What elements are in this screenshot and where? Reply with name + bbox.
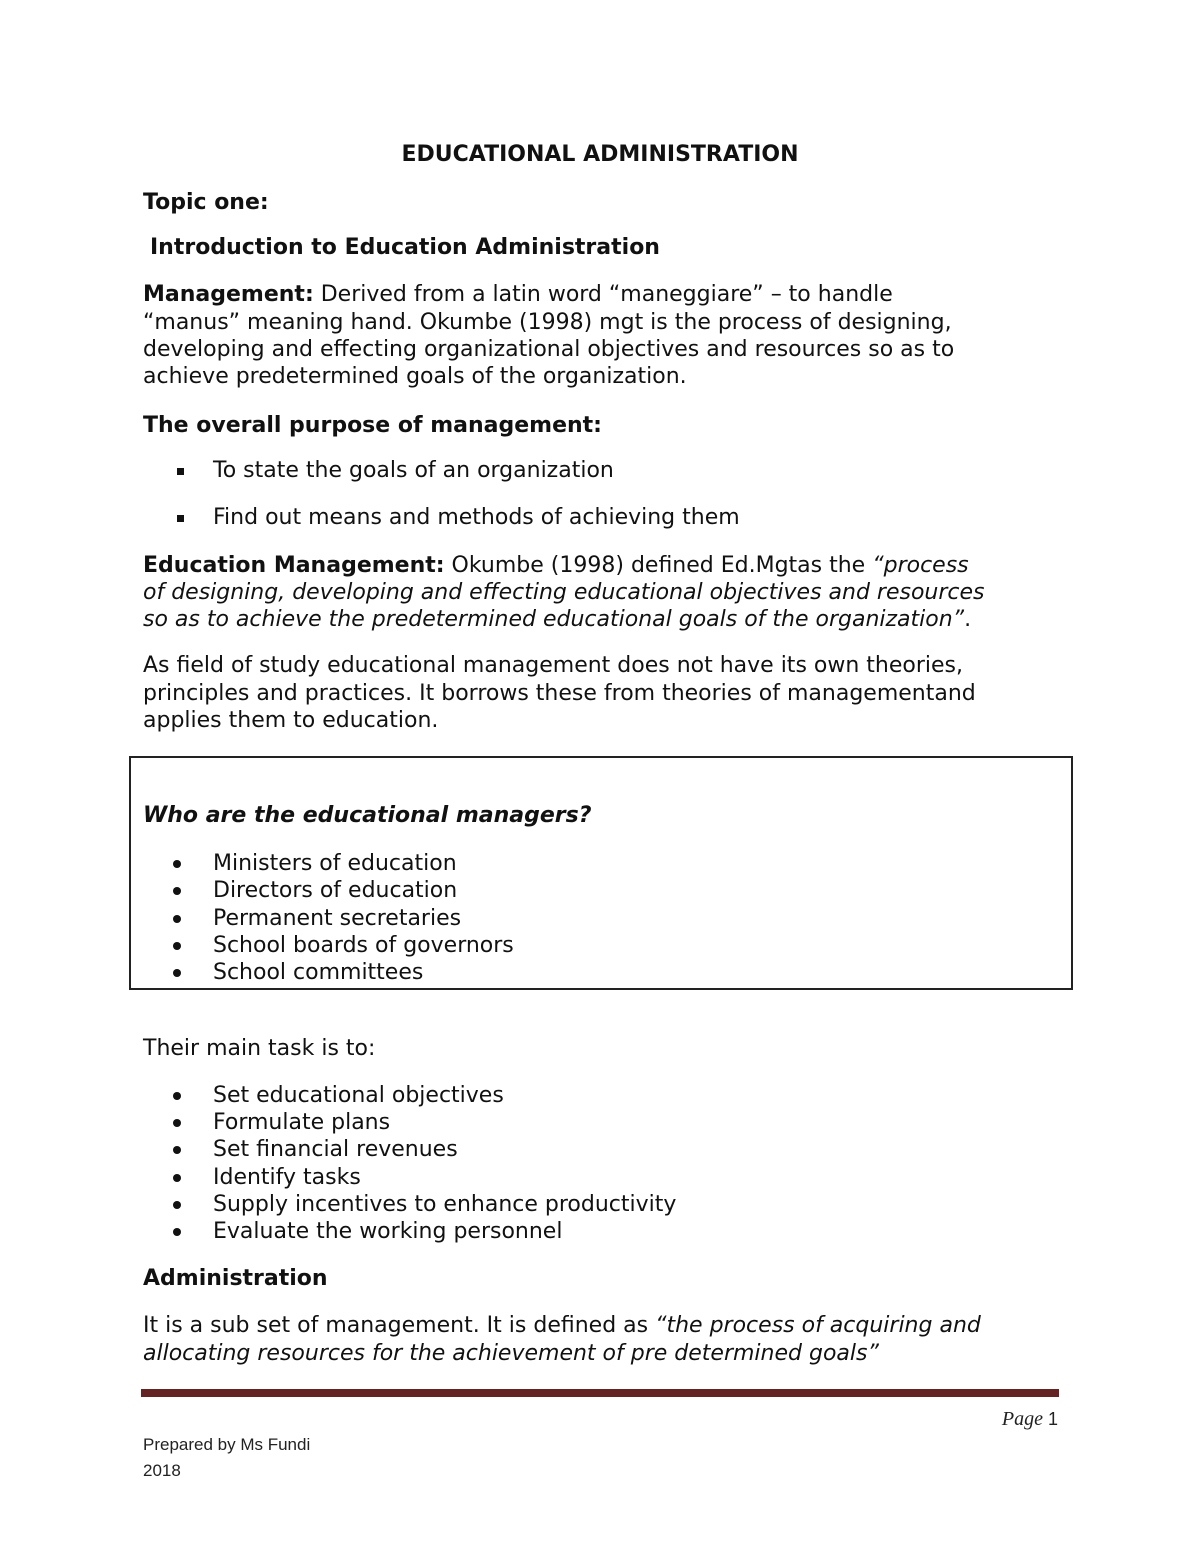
item-text: School committees — [213, 960, 424, 986]
footer-divider — [141, 1389, 1059, 1397]
item-text: Formulate plans — [213, 1110, 391, 1136]
bullet-icon — [173, 1146, 181, 1154]
management-line: “manus” meaning hand. Okumbe (1998) mgt is the process of designing, — [143, 310, 952, 335]
management-line — [143, 282, 893, 308]
ed-mgmt-line — [143, 553, 969, 579]
bullet-icon — [173, 887, 181, 895]
administration-line: allocating resources for the achievement of pre determined goals” — [143, 1341, 879, 1366]
list-item — [173, 1191, 677, 1218]
list-item — [173, 932, 514, 959]
list-item — [173, 878, 458, 904]
footer-prepared: Prepared by Ms Fundi — [143, 1435, 311, 1454]
text: . — [964, 607, 972, 632]
bullet-icon — [173, 1119, 181, 1127]
ed-mgmt-label: Education Management: — [143, 553, 445, 578]
purpose-heading: The overall purpose of management: — [143, 413, 602, 438]
square-bullet-icon — [177, 515, 184, 522]
square-bullet-icon — [177, 468, 184, 475]
list-item — [173, 1137, 458, 1163]
text: “the process of acquiring and — [655, 1313, 981, 1338]
list-item — [173, 505, 740, 531]
item-text: Find out means and methods of achieving them — [213, 505, 740, 530]
bullet-icon — [173, 969, 181, 977]
bullet-icon — [173, 1092, 181, 1100]
list-item — [173, 1219, 563, 1245]
item-text: Set educational objectives — [213, 1083, 504, 1108]
bullet-icon — [173, 1228, 181, 1236]
text: Okumbe (1998) defined Ed.Mgtas the — [444, 553, 873, 578]
item-text: Supply incentives to enhance productivity — [213, 1191, 677, 1217]
management-line: achieve predetermined goals of the organization. — [143, 364, 687, 389]
bullet-icon — [173, 1174, 181, 1182]
field-line: applies them to education. — [143, 708, 439, 733]
item-text: Identify tasks — [213, 1164, 361, 1190]
intro-heading: Introduction to Education Administration — [150, 235, 660, 260]
page-num: 1 — [1047, 1409, 1058, 1429]
management-line: developing and effecting organizational objectives and resources so as to — [143, 337, 955, 362]
bullet-icon — [173, 942, 181, 950]
list-item — [173, 851, 457, 877]
tasks-intro: Their main task is to: — [143, 1036, 376, 1061]
list-item — [173, 1083, 504, 1109]
item-text: School boards of governors — [213, 932, 514, 958]
ed-mgmt-line — [143, 607, 971, 633]
list-item — [173, 905, 462, 932]
ed-mgmt-line: of designing, developing and effecting educational objectives and resources — [143, 580, 985, 605]
topic-heading: Topic one: — [143, 190, 269, 215]
item-text: Set financial revenues — [213, 1137, 458, 1163]
bullet-icon — [173, 915, 181, 923]
footer-year: 2018 — [143, 1461, 181, 1480]
field-line: principles and practices. It borrows these from theories of managementand — [143, 681, 976, 706]
text: so as to achieve the predetermined educational goals of the organization” — [143, 607, 965, 632]
list-item — [173, 960, 424, 986]
administration-heading: Administration — [143, 1266, 328, 1291]
administration-line — [143, 1313, 981, 1339]
item-text: Evaluate the working personnel — [213, 1219, 563, 1244]
management-label: Management: — [143, 282, 314, 307]
text: “process — [872, 553, 969, 578]
bullet-icon — [173, 1201, 181, 1209]
field-line: As field of study educational management does not have its own theories, — [143, 653, 963, 678]
item-text: Ministers of education — [213, 851, 457, 876]
list-item — [173, 458, 614, 484]
managers-question: Who are the educational managers? — [143, 803, 592, 828]
item-text: To state the goals of an organization — [213, 458, 614, 483]
bullet-icon — [173, 860, 181, 868]
item-text: Directors of education — [213, 878, 458, 904]
text: It is a sub set of management. It is defined as — [143, 1313, 656, 1338]
list-item — [173, 1164, 361, 1191]
item-text: Permanent secretaries — [213, 905, 462, 931]
list-item — [173, 1110, 391, 1136]
text: Derived from a latin word “maneggiare” – to handle — [313, 282, 893, 307]
page-number — [1002, 1408, 1058, 1431]
document-title: EDUCATIONAL ADMINISTRATION — [401, 142, 799, 167]
page-label: Page — [1001, 1408, 1043, 1430]
